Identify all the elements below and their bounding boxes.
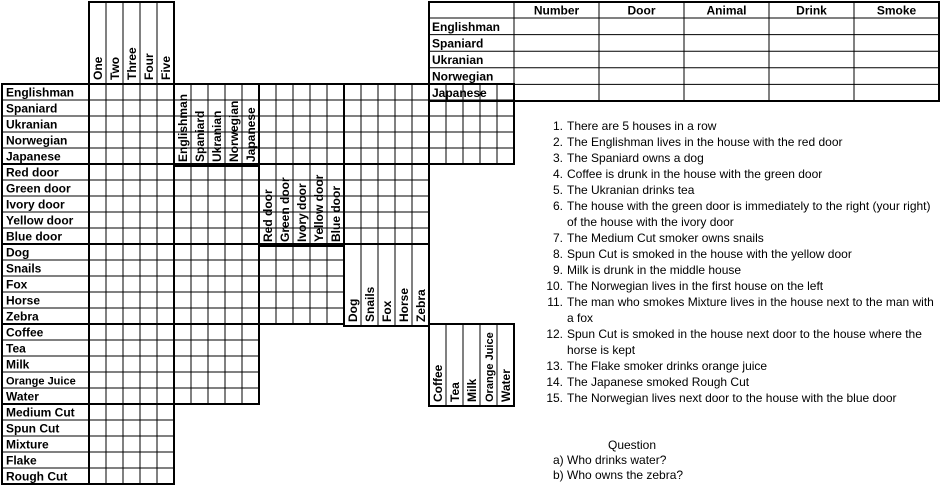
column-label: Blue door bbox=[329, 186, 343, 242]
clue-item bbox=[538, 246, 942, 262]
summary-row-label: Ukranian bbox=[432, 53, 484, 67]
clue-number: 13. bbox=[546, 359, 563, 373]
row-label: Dog bbox=[6, 245, 30, 260]
summary-row-label: Japanese bbox=[432, 86, 487, 101]
grid-block bbox=[174, 324, 259, 404]
clue-number: 5. bbox=[552, 183, 563, 197]
column-label: Three bbox=[125, 47, 139, 80]
grid-block bbox=[344, 164, 429, 244]
clue-text: Coffee is drunk in the house with the green door bbox=[567, 167, 823, 181]
clue-text: The Flake smoker drinks orange juice bbox=[567, 359, 768, 373]
row-label: Rough Cut bbox=[6, 469, 68, 484]
clue-item bbox=[538, 358, 942, 374]
column-label: Dog bbox=[346, 298, 360, 322]
clue-number: 11. bbox=[547, 295, 563, 309]
grid-block bbox=[174, 244, 259, 324]
row-label: Spaniard bbox=[6, 101, 58, 116]
column-label: One bbox=[91, 56, 105, 80]
column-label: Two bbox=[108, 56, 122, 80]
clue-item bbox=[538, 390, 942, 406]
clue-item bbox=[538, 374, 942, 390]
column-label: Japanese bbox=[244, 107, 258, 162]
summary-header: Animal bbox=[706, 3, 747, 18]
column-label: Englishman bbox=[176, 93, 190, 162]
clue-text: The Medium Cut smoker owns snails bbox=[567, 231, 764, 245]
clue-number: 12. bbox=[546, 327, 563, 341]
column-label: Ivory door bbox=[295, 183, 309, 242]
column-label: Tea bbox=[448, 382, 462, 402]
grid-block bbox=[89, 404, 174, 484]
row-label: Englishman bbox=[6, 85, 75, 100]
row-label: Flake bbox=[6, 453, 37, 468]
grid-block bbox=[89, 324, 174, 404]
row-label: Fox bbox=[6, 277, 28, 292]
clue-item bbox=[538, 166, 942, 182]
column-label: Ukranian bbox=[210, 110, 224, 162]
row-label: Ivory door bbox=[6, 197, 65, 212]
column-label: Horse bbox=[397, 287, 411, 322]
column-label: Five bbox=[159, 55, 173, 80]
clue-number: 8. bbox=[552, 247, 563, 261]
grid-block bbox=[259, 84, 344, 164]
column-label: Coffee bbox=[431, 364, 445, 402]
clue-text: Spun Cut is smoked in the house with the yellow door bbox=[567, 247, 852, 261]
row-label: Medium Cut bbox=[6, 405, 75, 420]
question-item-b: b) Who owns the zebra? bbox=[553, 468, 684, 482]
clue-number: 10. bbox=[546, 279, 563, 293]
column-label: Green door bbox=[278, 177, 292, 242]
grid-block bbox=[89, 164, 174, 244]
row-label: Mixture bbox=[6, 437, 49, 452]
column-label: Snails bbox=[363, 286, 377, 322]
clue-text: Spun Cut is smoked in the house next door to the house where the horse is kept bbox=[567, 327, 922, 357]
summary-header: Smoke bbox=[876, 3, 917, 18]
clue-number: 3. bbox=[552, 151, 563, 165]
row-label: Orange Juice bbox=[6, 375, 76, 388]
column-label: Orange Juice bbox=[484, 332, 496, 402]
column-label: Yellow door bbox=[312, 174, 326, 242]
row-label: Milk bbox=[6, 357, 30, 372]
clue-item bbox=[538, 262, 942, 278]
clue-text: The Japanese smoked Rough Cut bbox=[567, 375, 750, 389]
clue-text: The Ukranian drinks tea bbox=[567, 183, 695, 197]
clue-list bbox=[538, 118, 942, 406]
summary-row-label: Norwegian bbox=[432, 69, 494, 84]
summary-header: Number bbox=[533, 3, 580, 18]
clue-number: 15. bbox=[546, 391, 563, 405]
clue-text: The Englishman lives in the house with the red door bbox=[567, 135, 843, 149]
clue-item bbox=[538, 198, 942, 230]
row-label: Horse bbox=[6, 293, 41, 308]
column-label: Four bbox=[142, 53, 156, 80]
clue-text: The Spaniard owns a dog bbox=[567, 151, 704, 165]
question-title: Question bbox=[608, 438, 657, 452]
summary-header: Door bbox=[627, 3, 656, 18]
clue-text: The Norwegian lives next door to the house with the blue door bbox=[567, 391, 897, 405]
grid-block bbox=[174, 164, 259, 244]
grid-block bbox=[259, 244, 344, 324]
row-label: Ukranian bbox=[6, 117, 58, 132]
clue-item bbox=[538, 134, 942, 150]
clue-item bbox=[538, 150, 942, 166]
grid-block bbox=[344, 84, 429, 164]
column-label: Milk bbox=[465, 378, 479, 402]
column-label: Zebra bbox=[414, 289, 428, 322]
column-label: Fox bbox=[380, 300, 394, 322]
column-label: Norwegian bbox=[227, 100, 241, 162]
summary-header: Drink bbox=[796, 3, 827, 18]
column-label: Water bbox=[499, 369, 513, 402]
clue-text: The Norwegian lives in the first house on the left bbox=[567, 279, 824, 293]
clue-number: 2. bbox=[552, 135, 563, 149]
clue-number: 6. bbox=[552, 199, 563, 213]
question-item-a: a) Who drinks water? bbox=[553, 453, 667, 467]
row-label: Zebra bbox=[6, 309, 39, 324]
row-label: Coffee bbox=[6, 325, 44, 340]
row-label: Yellow door bbox=[6, 213, 74, 228]
clue-item bbox=[538, 182, 942, 198]
column-label: Spaniard bbox=[193, 110, 207, 162]
row-label: Water bbox=[6, 389, 39, 404]
clue-text: There are 5 houses in a row bbox=[567, 119, 717, 133]
clue-number: 7. bbox=[552, 231, 563, 245]
row-label: Blue door bbox=[6, 229, 62, 244]
clue-item bbox=[538, 278, 942, 294]
clue-text: The house with the green door is immediately to the right (your right) of the house with the ivory door bbox=[567, 199, 931, 229]
grid-block bbox=[89, 244, 174, 324]
column-label: Red door bbox=[261, 189, 275, 242]
row-label: Japanese bbox=[6, 149, 61, 164]
clue-item bbox=[538, 326, 942, 358]
clue-number: 9. bbox=[552, 263, 563, 277]
row-label: Green door bbox=[6, 181, 71, 196]
row-label: Spun Cut bbox=[6, 421, 60, 436]
grid-block bbox=[89, 84, 174, 164]
clue-text: Milk is drunk in the middle house bbox=[567, 263, 742, 277]
summary-row-label: Englishman bbox=[432, 19, 501, 34]
summary-row-label: Spaniard bbox=[432, 36, 484, 51]
clue-number: 4. bbox=[552, 167, 563, 181]
row-label: Norwegian bbox=[6, 133, 68, 148]
clue-number: 14. bbox=[546, 375, 563, 389]
clue-text: The man who smokes Mixture lives in the house next to the man with a fox bbox=[567, 295, 934, 325]
row-label: Red door bbox=[6, 165, 59, 180]
clue-number: 1. bbox=[552, 119, 563, 133]
row-label: Snails bbox=[6, 261, 42, 276]
clue-item bbox=[538, 294, 942, 326]
clue-item bbox=[538, 118, 942, 134]
clue-item bbox=[538, 230, 942, 246]
question-block bbox=[549, 438, 769, 483]
row-label: Tea bbox=[6, 341, 26, 356]
